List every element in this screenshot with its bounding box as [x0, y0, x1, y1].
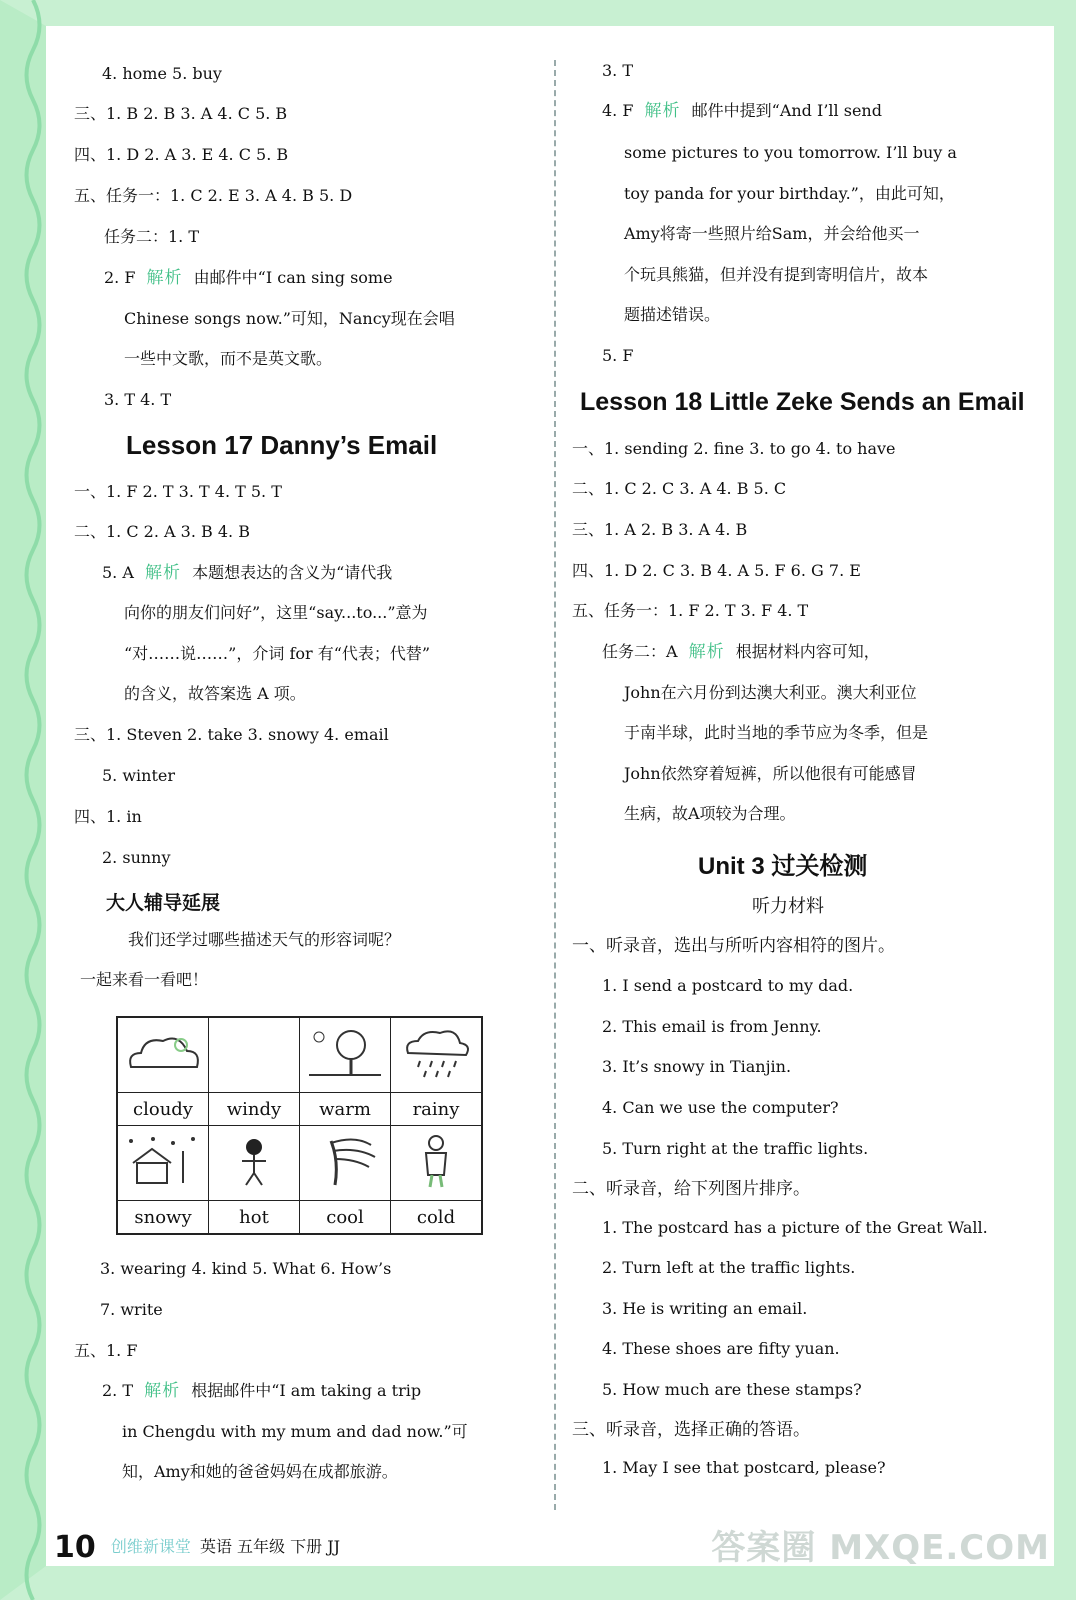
weather-label: warm	[300, 1093, 391, 1126]
analysis-tag: 解析	[688, 642, 725, 662]
answer-line: 一、1. F 2. T 3. T 4. T 5. T	[74, 482, 282, 501]
answer-line: 4. home 5. buy	[102, 64, 222, 83]
tree-icon	[305, 1023, 385, 1083]
answer-line: 三、1. A 2. B 3. A 4. B	[572, 520, 748, 539]
answer-line	[102, 561, 392, 585]
answer-line: 四、1. in	[74, 807, 142, 826]
explanation-line: toy panda for your birthday.”，由此可知，	[624, 184, 955, 203]
windy-tree-icon	[305, 1131, 385, 1191]
guide-text: 一起来看一看吧！	[80, 970, 209, 989]
answer-line: 四、1. D 2. C 3. B 4. A 5. F 6. G 7. E	[572, 561, 861, 580]
explanation-line: 于南半球，此时当地的季节应为冬季，但是	[624, 723, 929, 742]
script-line: 1. May I see that postcard, please?	[602, 1458, 886, 1477]
explanation-line: 题描述错误。	[624, 305, 721, 324]
explanation-line: “对……说……”，介词 for 有“代表；代替”	[124, 644, 431, 663]
answer-line: 5. winter	[102, 766, 176, 785]
analysis-tag: 解析	[146, 268, 183, 288]
explanation-text: 邮件中提到“And I’ll send	[691, 101, 882, 120]
weather-label: cool	[300, 1201, 391, 1235]
explanation-line: some pictures to you tomorrow. I’ll buy a	[624, 143, 957, 162]
section-title: 一、听录音，选出与所听内容相符的图片。	[572, 936, 895, 956]
script-line: 1. I send a postcard to my dad.	[602, 976, 854, 995]
script-line: 1. The postcard has a picture of the Great Wall.	[602, 1218, 988, 1237]
explanation-line: 一些中文歌，而不是英文歌。	[124, 349, 333, 368]
weather-label: snowy	[117, 1201, 209, 1235]
script-line: 4. Can we use the computer?	[602, 1098, 839, 1117]
script-line: 4. These shoes are fifty yuan.	[602, 1339, 840, 1358]
lesson-18-heading: Lesson 18 Little Zeke Sends an Email	[580, 388, 1025, 416]
snow-house-icon	[123, 1131, 203, 1191]
section-title: 二、听录音，给下列图片排序。	[572, 1179, 810, 1199]
weather-label: hot	[209, 1201, 300, 1235]
windy-picture	[209, 1017, 300, 1093]
guide-heading: 大人辅导延展	[106, 892, 221, 914]
explanation-line: in Chengdu with my mum and dad now.”可	[122, 1422, 468, 1441]
explanation-line: Amy将寄一些照片给Sam，并会给他买一	[624, 224, 920, 243]
decorative-wave	[18, 0, 48, 1600]
answer-line: 任务二：1. T	[104, 227, 200, 246]
page-footer	[54, 1530, 340, 1565]
guide-text: 我们还学过哪些描述天气的形容词呢？	[128, 930, 401, 949]
brand-name: 创维新课堂	[110, 1537, 191, 1556]
explanation-line: Chinese songs now.”可知，Nancy现在会唱	[124, 309, 455, 328]
answer-line: 三、1. B 2. B 3. A 4. C 5. B	[74, 104, 288, 123]
analysis-tag: 解析	[145, 563, 181, 583]
book-info: 英语 五年级 下册 JJ	[199, 1537, 341, 1556]
explanation-text: 本题想表达的含义为“请代我	[192, 563, 393, 582]
explanation-text: 由邮件中“I can sing some	[193, 268, 393, 287]
script-line: 2. This email is from Jenny.	[602, 1017, 822, 1036]
answer-number: 2. F	[104, 268, 136, 287]
answer-number: 2. T	[102, 1381, 134, 1400]
weather-label: cold	[391, 1201, 483, 1235]
watermark: 答案圈 MXQE.COM	[711, 1528, 1050, 1568]
cloud-icon	[123, 1023, 203, 1083]
snowy-picture	[117, 1126, 209, 1201]
script-line: 3. He is writing an email.	[602, 1299, 808, 1318]
answer-line: 3. T 4. T	[104, 390, 172, 409]
cold-picture	[391, 1126, 483, 1201]
rain-cloud-icon	[396, 1023, 476, 1083]
answer-line: 2. sunny	[102, 848, 171, 867]
answer-line: 一、1. sending 2. fine 3. to go 4. to have	[572, 439, 896, 458]
weather-table	[116, 1016, 483, 1235]
listening-heading: 听力材料	[752, 896, 824, 917]
script-line: 5. How much are these stamps?	[602, 1380, 862, 1399]
warm-picture	[300, 1017, 391, 1093]
answer-line: 五、1. F	[74, 1341, 138, 1360]
explanation-line: 生病，故A项较为合理。	[624, 804, 796, 823]
explanation-line: 知，Amy和她的爸爸妈妈在成都旅游。	[122, 1462, 398, 1481]
explanation-text: 根据材料内容可知，	[735, 642, 880, 661]
section-title: 三、听录音，选择正确的答语。	[572, 1420, 810, 1440]
answer-line: 五、任务一：1. C 2. E 3. A 4. B 5. D	[74, 186, 353, 205]
script-line: 2. Turn left at the traffic lights.	[602, 1258, 856, 1277]
hot-picture	[209, 1126, 300, 1201]
page-number: 10	[54, 1530, 96, 1565]
answer-line: 四、1. D 2. A 3. E 4. C 5. B	[74, 145, 289, 164]
analysis-tag: 解析	[144, 1381, 181, 1401]
child-icon	[214, 1131, 294, 1191]
answer-line	[602, 640, 880, 664]
answer-number: 4. F	[602, 101, 634, 120]
weather-label: rainy	[391, 1093, 483, 1126]
answer-line: 3. wearing 4. kind 5. What 6. How’s	[100, 1259, 392, 1278]
explanation-text: 根据邮件中“I am taking a trip	[191, 1381, 422, 1400]
answer-line: 5. F	[602, 346, 634, 365]
weather-label: windy	[209, 1093, 300, 1126]
script-line: 5. Turn right at the traffic lights.	[602, 1139, 869, 1158]
answer-line: 7. write	[100, 1300, 163, 1319]
answer-number: 5. A	[102, 563, 134, 582]
script-line: 3. It’s snowy in Tianjin.	[602, 1057, 792, 1076]
explanation-line: John在六月份到达澳大利亚。澳大利亚位	[624, 683, 917, 702]
explanation-line: 向你的朋友们问好”，这里“say...to...”意为	[124, 603, 428, 622]
answer-line	[602, 99, 882, 123]
person-icon	[396, 1131, 476, 1191]
unit-3-heading: Unit 3 过关检测	[698, 853, 868, 880]
answer-line: 三、1. Steven 2. take 3. snowy 4. email	[74, 725, 389, 744]
explanation-line: John依然穿着短裤，所以他很有可能感冒	[624, 764, 917, 783]
answer-line: 3. T	[602, 61, 634, 80]
answer-line	[104, 266, 393, 290]
lesson-17-heading: Lesson 17 Danny’s Email	[126, 430, 438, 460]
analysis-tag: 解析	[644, 101, 681, 121]
answer-line: 二、1. C 2. C 3. A 4. B 5. C	[572, 479, 787, 498]
answer-line: 五、任务一：1. F 2. T 3. F 4. T	[572, 601, 809, 620]
answer-number: 任务二：A	[602, 642, 678, 661]
column-divider	[554, 60, 556, 1510]
weather-label: cloudy	[117, 1093, 209, 1126]
answer-line	[102, 1379, 421, 1403]
cool-picture	[300, 1126, 391, 1201]
cloudy-picture	[117, 1017, 209, 1093]
rainy-picture	[391, 1017, 483, 1093]
explanation-line: 个玩具熊猫，但并没有提到寄明信片，故本	[624, 265, 929, 284]
answer-line: 二、1. C 2. A 3. B 4. B	[74, 522, 250, 541]
explanation-line: 的含义，故答案选 A 项。	[124, 684, 306, 703]
